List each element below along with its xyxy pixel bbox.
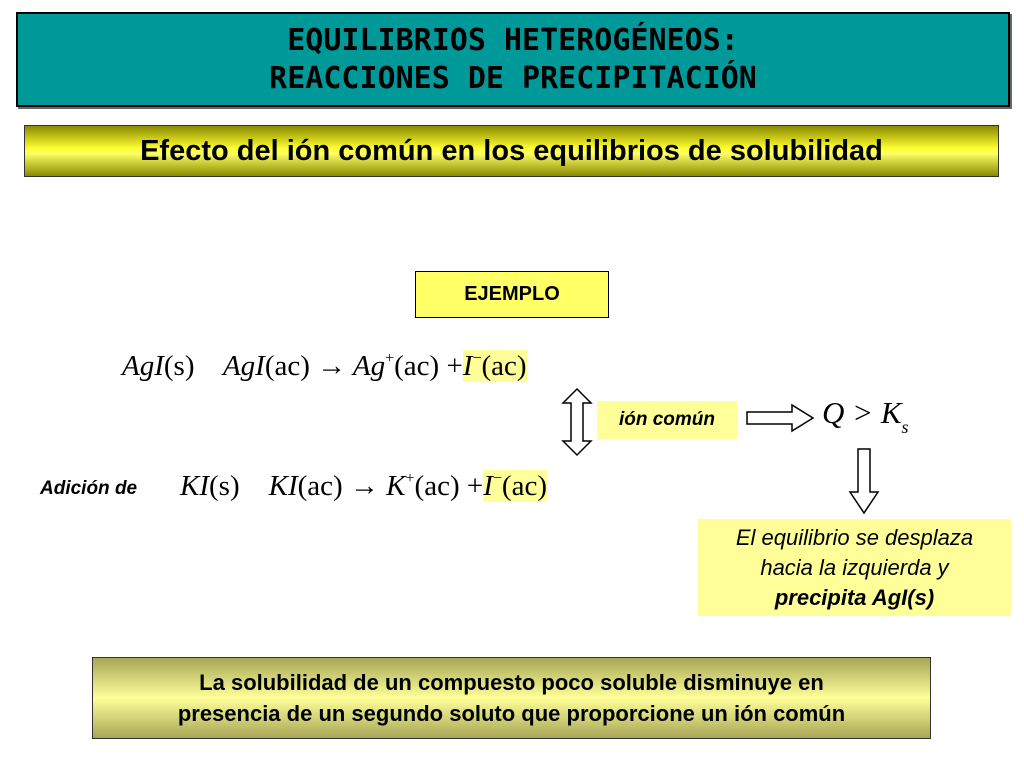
eq1-arrow: → [317,350,347,382]
result-line2: hacia la izquierda y [760,554,949,580]
slide-title-line2: REACCIONES DE PRECIPITACIÓN [269,60,757,96]
eq2-plus: + [466,470,484,502]
eq1-anion-state: (ac) [481,350,527,382]
double-arrow-vertical-icon [562,388,592,456]
solubility-condition [822,395,909,437]
eq1-solid: AgI [122,350,164,382]
eq2-solid-state: (s) [209,470,240,502]
eq1-cation-state: (ac) [394,350,440,382]
eq2-anion: I [483,470,493,502]
conclusion-line1: La solubilidad de un compuesto poco soluble disminuye en [199,670,824,695]
slide-subtitle: Efecto del ión común en los equilibrios de solubilidad [24,125,999,177]
eq2-cation-state: (ac) [414,470,460,502]
eq1-plus: + [446,350,463,382]
eq1-cation: Ag [352,350,386,382]
result-line1: El equilibrio se desplaza [735,524,974,550]
eq1-dissolved: AgI [222,350,265,382]
q-symbol: Q [822,395,845,430]
arrow-down-icon [849,448,879,514]
common-ion-label: ión común [597,401,737,439]
eq2-anion-highlight [483,470,547,502]
k-subscript: s [901,417,909,437]
eq1-anion-highlight [463,350,527,382]
result-line3 [775,583,934,613]
eq1-dissolved-state: (ac) [264,350,310,382]
result-line3-bold: precipita AgI(s) [774,584,935,610]
eq1-anion-charge: − [472,350,482,367]
eq1-cation-charge: + [385,350,395,367]
eq1-solid-state: (s) [163,350,195,382]
slide-title [16,12,1010,107]
eq2-cation-charge: + [405,470,415,487]
eq2-dissolved-state: (ac) [297,470,343,502]
slide-title-line1: EQUILIBRIOS HETEROGÉNEOS: [287,22,739,58]
example-label: EJEMPLO [415,271,609,318]
eq2-solid: KI [180,470,209,502]
eq2-cation: K [386,470,406,502]
addition-label: Adición de [40,478,138,499]
arrow-right-icon [746,404,814,432]
conclusion-box [92,657,931,739]
equation-agi [122,350,527,383]
result-box [698,519,1011,616]
equation-ki [180,470,547,503]
eq2-anion-charge: − [492,470,502,487]
eq2-dissolved: KI [268,470,298,502]
k-symbol: K [880,395,902,430]
conclusion-line2: presencia de un segundo soluto que proporcione un ión común [177,701,846,726]
eq2-anion-state: (ac) [501,470,547,502]
eq2-arrow: → [349,470,379,502]
eq1-anion: I [462,350,473,382]
greater-than: > [852,395,874,430]
